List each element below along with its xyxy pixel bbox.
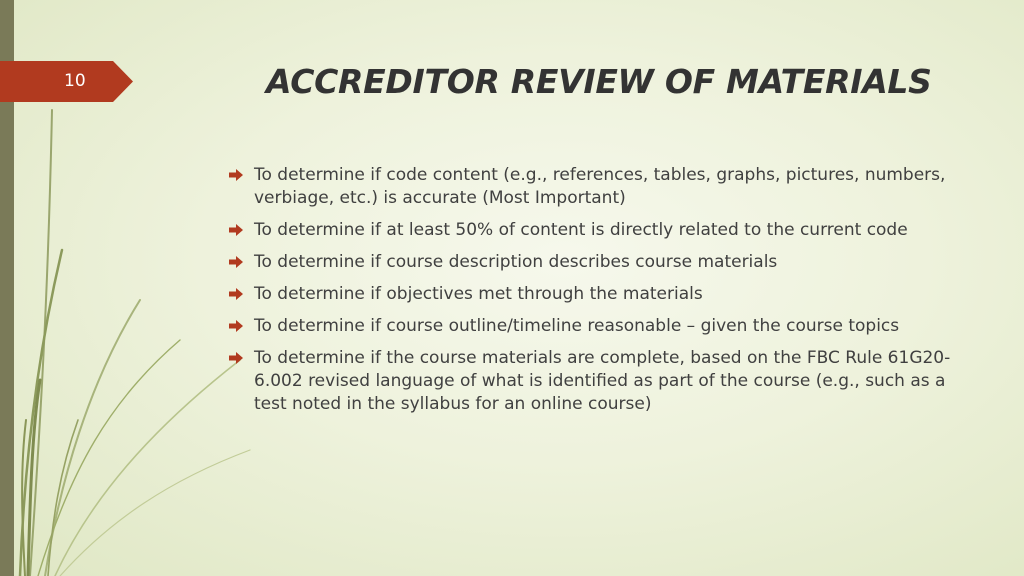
bullet-item bbox=[226, 283, 956, 306]
bullet-text: To determine if at least 50% of content is directly related to the current code bbox=[254, 220, 908, 240]
arrow-right-icon bbox=[229, 256, 243, 268]
bullet-text: To determine if course outline/timeline reasonable – given the course topics bbox=[254, 316, 900, 336]
bullet-item bbox=[226, 347, 956, 416]
bullet-text: To determine if course description describes course materials bbox=[254, 252, 778, 272]
bullet-item bbox=[226, 219, 956, 242]
bullet-text: To determine if code content (e.g., references, tables, graphs, pictures, numbers, verbiage, etc.) is accurate (Most Important) bbox=[254, 165, 946, 208]
arrow-right-icon bbox=[229, 288, 243, 300]
arrow-right-icon bbox=[229, 169, 243, 181]
bullet-text: To determine if the course materials are complete, based on the FBC Rule 61G20-6.002 revised language of what is identified as part of the course (e.g., such as a test noted in the syllabus for an online course) bbox=[254, 348, 951, 414]
bullet-item bbox=[226, 251, 956, 274]
arrow-right-icon bbox=[229, 352, 243, 364]
arrow-right-icon bbox=[229, 224, 243, 236]
slide-title: ACCREDITOR REVIEW OF MATERIALS bbox=[266, 62, 932, 101]
bullet-item bbox=[226, 315, 956, 338]
bullet-text: To determine if objectives met through the materials bbox=[254, 284, 703, 304]
bullet-list bbox=[226, 164, 956, 425]
bullet-item bbox=[226, 164, 956, 210]
page-number: 10 bbox=[64, 71, 86, 91]
arrow-right-icon bbox=[229, 320, 243, 332]
